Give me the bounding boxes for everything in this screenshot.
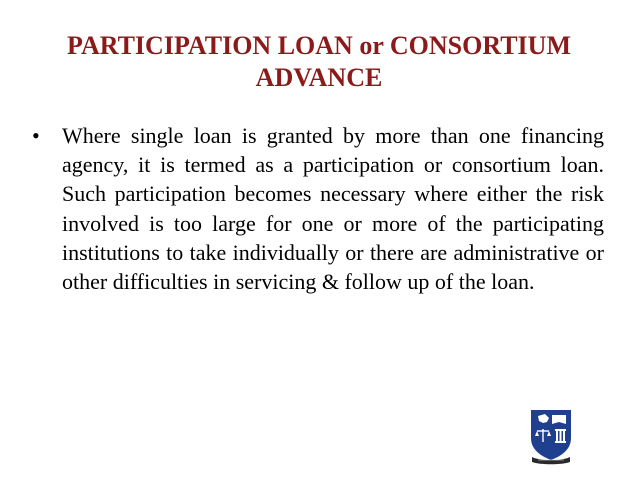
bullet-list (32, 121, 604, 296)
bullet-marker: • (32, 123, 40, 148)
bullet-text: Where single loan is granted by more than one financing agency, it is termed as a participation or consortium loan. Such participation becomes necessary where either the risk involved is too large for one or more of the participating institutions to take individually or there are administrative or other difficulties in servicing & follow up of the loan. (62, 123, 604, 295)
institution-crest-icon (528, 408, 574, 466)
slide-title: PARTICIPATION LOAN or CONSORTIUM ADVANCE (67, 31, 571, 92)
bullet-item (32, 121, 604, 296)
